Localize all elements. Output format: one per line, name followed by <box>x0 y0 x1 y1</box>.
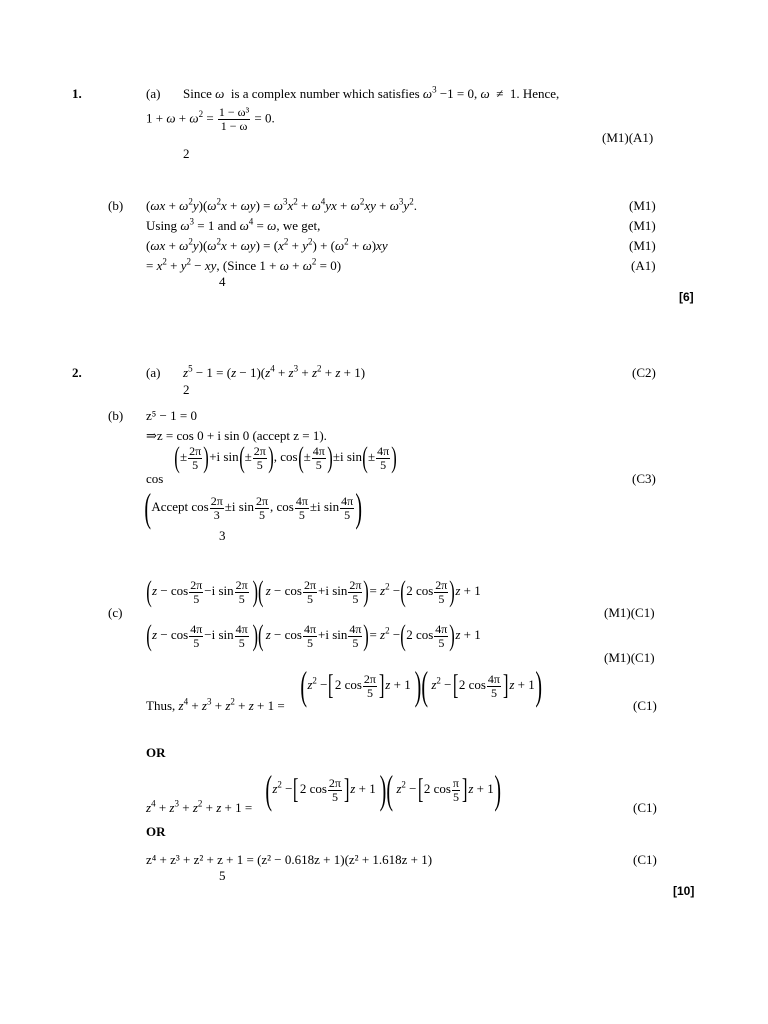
q1a-equation: $1 + \omega + \omega^2$ = $\frac{\text{1 − ω³}}{1 - \omega}$ = 0. <box>146 105 275 133</box>
mark-label: (M1) <box>629 198 656 213</box>
q1b-line3: $(\omega x + \omega^2y)(\omega^2x + \omega y) = (x^2 + y^2) + (\omega^2 + \omega)xy$ <box>146 236 388 253</box>
mark-label: (M1)(C1) <box>604 650 655 665</box>
cos-word: cos <box>146 471 164 486</box>
q2b-roots: (± $\frac{2\pi}{5}$ )+i sin(± $\frac{2\pi}{5}$ ), cos(± $\frac{4\pi}{5}$ )±i sin(± $\frac{4\pi}{5}$ ) <box>174 441 397 474</box>
q2c-alt-product: ($z^2 -[2$ cos $\frac{2\pi}{5}$ ]z + 1)( $z^2 -[2$ cos $\frac{\pi}{5}$ ]z + 1) <box>265 767 501 812</box>
page-digit: 2 <box>183 382 190 397</box>
mark-label: (M1)(C1) <box>604 605 655 620</box>
page-digit: 2 <box>183 146 190 161</box>
mark-label: (M1) <box>629 238 656 253</box>
mark-label: (C1) <box>633 698 657 713</box>
page-digit: 4 <box>219 274 226 289</box>
part-label: (a) <box>146 365 161 380</box>
q1b-line4: = $x^2 + y^2$ − xy, (Since $1 + \omega + \omega^2 = 0$) <box>146 256 342 273</box>
q1b-line2: Using $\omega^3 = 1$ and $\omega^4 = \omega$, we get, <box>146 216 321 233</box>
mark-label: (C1) <box>633 852 657 867</box>
or-divider: OR <box>146 824 166 839</box>
q1b-line1: $(\omega x + \omega^2y)(\omega^2x + \omega y) = \omega^3x^2 + \omega^4yx + \omega^2xy + \omega^3y^2$. <box>146 196 417 213</box>
q2c-line1: (z − cos $\frac{2\pi}{5}$ −i sin $\frac{2\pi}{5}$ )( z − cos $\frac{2\pi}{5}$ +i sin $\frac{2\pi}{5}$ )= $z^2 -(2$ cos $\frac{2\pi}{5}$ )z + 1 <box>146 575 481 608</box>
page-digit: 5 <box>219 868 226 883</box>
q2b-line2: ⇒z = cos 0 + i sin 0 (accept z = 1). <box>146 428 327 443</box>
q2b-line1: z⁵ − 1 = 0 <box>146 408 197 423</box>
question-number: 2. <box>72 365 82 380</box>
mark-label: (C1) <box>633 800 657 815</box>
q2c-alt-lhs: $z^4 + z^3 + z^2 + z + 1$ = <box>146 798 253 815</box>
question-total: [6] <box>679 290 694 304</box>
q2b-accept: (Accept cos $\frac{2\pi}{3}$ ±i sin $\frac{2\pi}{5}$ , cos $\frac{4\pi}{5}$ ±i sin $\frac{4\pi}{5}$ ) <box>144 485 363 530</box>
part-label: (c) <box>108 605 123 620</box>
page-digit: 3 <box>219 528 226 543</box>
question-number: 1. <box>72 86 82 101</box>
q2c-thus: Thus, $z^4 + z^3 + z^2 + z + 1$ = <box>146 696 285 713</box>
mark-label: (C2) <box>632 365 656 380</box>
mark-label: (A1) <box>631 258 656 273</box>
part-label: (a) <box>146 86 161 101</box>
q2c-numeric: z⁴ + z³ + z² + z + 1 = (z² − 0.618z + 1)(z² + 1.618z + 1) <box>146 852 433 867</box>
question-total: [10] <box>673 884 695 898</box>
q2c-product: ($z^2 -[2$ cos $\frac{2\pi}{5}$ ]z + 1)( $z^2 -[2$ cos $\frac{4\pi}{5}$ ]z + 1) <box>300 663 542 708</box>
q2a-equation: $z^5 - 1 = (z - 1)(z^4 + z^3 + z^2 + z + 1)$ <box>183 363 366 380</box>
mark-label: (C3) <box>632 471 656 486</box>
mark-label: (M1)(A1) <box>602 130 654 145</box>
part-label: (b) <box>108 408 124 423</box>
fraction: $\frac{\text{1 − ω³}}{1 - \omega}$ <box>218 105 250 133</box>
part-label: (b) <box>108 198 124 213</box>
q2c-line2: (z − cos $\frac{4\pi}{5}$ −i sin $\frac{4\pi}{5}$ )( z − cos $\frac{4\pi}{5}$ +i sin $\frac{4\pi}{5}$ )= $z^2 -(2$ cos $\frac{4\pi}{5}$ )z + 1 <box>146 619 481 652</box>
q1a-statement: Since ω is a complex number which satisfies $\omega^3 -1 = 0$, ω ≠ 1. Hence, <box>183 84 560 101</box>
or-divider: OR <box>146 745 166 760</box>
mark-label: (M1) <box>629 218 656 233</box>
